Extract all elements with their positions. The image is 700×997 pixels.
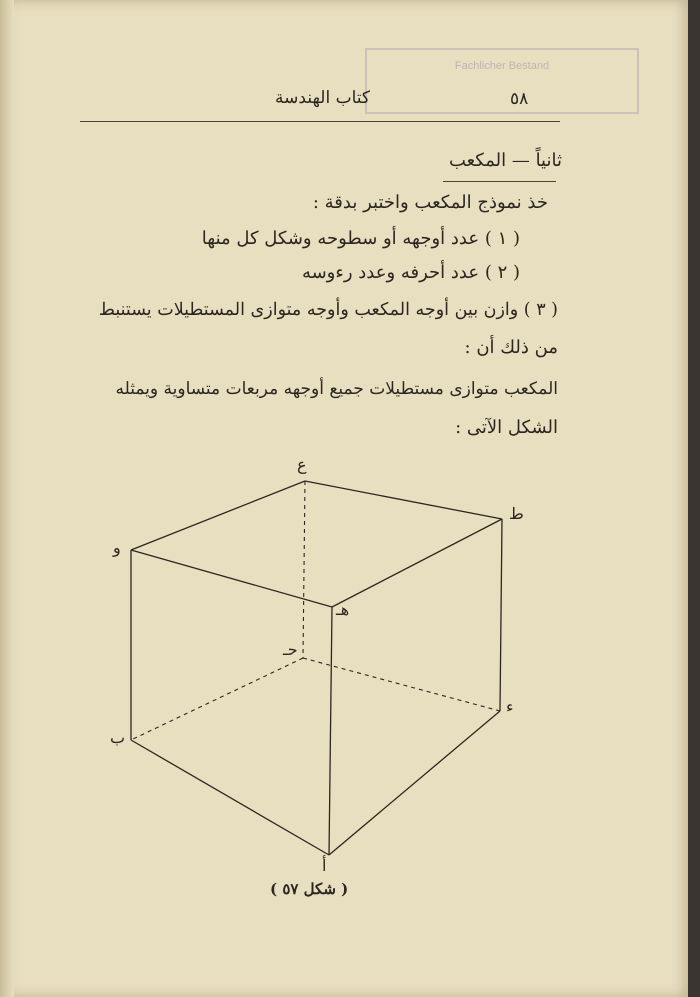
vertex-label-top-front: هـ xyxy=(336,600,350,619)
edge-top-back-right xyxy=(305,481,502,519)
section-title: ثانياً — المكعب xyxy=(448,150,562,171)
page-number: ٥٨ xyxy=(510,89,529,109)
vertex-label-bottom-front: أ xyxy=(322,856,327,875)
edge-bottom-back-right-hidden xyxy=(303,658,500,711)
intro-line: خذ نموذج المكعب واختبر بدقة : xyxy=(312,192,548,213)
figure-caption: ( شكل ٥٧ ) xyxy=(270,880,349,898)
edge-front-vertical xyxy=(329,607,332,855)
vertex-label-top-back: ع xyxy=(297,455,307,474)
vertex-label-top-left: و xyxy=(113,538,121,557)
edge-right-vertical xyxy=(500,519,502,711)
vertex-label-top-right: ط xyxy=(509,504,524,523)
list-item-3: ( ٣ ) وازن بين أوجه المكعب وأوجه متوازى المستطيلات يستنبط xyxy=(98,300,558,320)
edge-top-front-right xyxy=(332,519,502,607)
running-header-title: كتاب الهندسة xyxy=(275,88,370,108)
list-item-3-continuation: من ذلك أن : xyxy=(464,337,558,358)
stamp-text: Fachlicher Bestand xyxy=(454,60,550,72)
list-item-1: ( ١ ) عدد أوجهه أو سطوحه وشكل كل منها xyxy=(201,228,520,249)
edge-bottom-back-left-hidden xyxy=(131,658,303,740)
edge-top-back-left xyxy=(131,481,305,550)
edge-bottom-front-left xyxy=(131,740,329,855)
edge-bottom-front-right xyxy=(329,711,500,855)
list-item-2: ( ٢ ) عدد أحرفه وعدد رءوسه xyxy=(301,262,520,283)
vertex-label-bottom-left: ب xyxy=(110,728,126,747)
statement-continuation: الشكل الآتى : xyxy=(455,417,558,438)
statement-line: المكعب متوازى مستطيلات جميع أوجهه مربعات متساوية ويمثله xyxy=(115,379,558,399)
vertex-label-bottom-right: ء xyxy=(506,697,514,716)
edge-back-vertical-hidden xyxy=(303,481,305,658)
vertex-label-bottom-back: حـ xyxy=(283,640,298,659)
edge-top-front-left xyxy=(131,550,332,607)
